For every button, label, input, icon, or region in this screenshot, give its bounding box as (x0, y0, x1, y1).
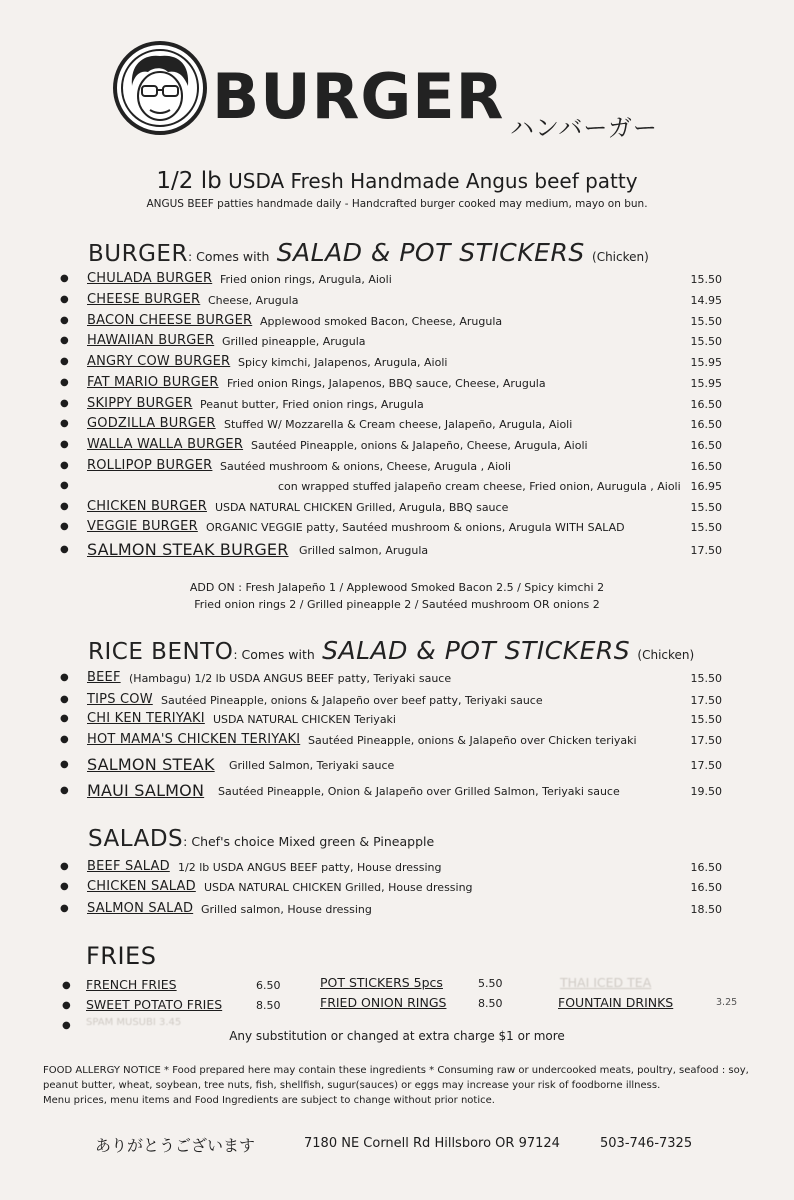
menu-item-name: TIPS COW (87, 692, 153, 707)
menu-item-description: Sautéed Pineapple, onions & Jalapeño over Chicken teriyaki (308, 734, 637, 747)
menu-item-row (60, 480, 722, 500)
menu-item-price: 15.95 (690, 356, 722, 369)
menu-item-price: 16.50 (690, 418, 722, 431)
menu-item-description: Grilled salmon, Arugula (299, 544, 429, 557)
menu-item-price: 15.50 (690, 501, 722, 514)
bullet-icon: ● (60, 759, 69, 770)
bullet-icon: ● (60, 335, 69, 346)
menu-item-price: 15.50 (690, 521, 722, 534)
faded-menu-item: SPAM MUSUBI 3.45 (86, 1017, 182, 1028)
bullet-icon: ● (60, 672, 69, 683)
menu-item-name: BEEF (87, 670, 121, 685)
menu-item-description: ORGANIC VEGGIE patty, Sautéed mushroom & onions, Arugula WITH SALAD (206, 521, 625, 534)
menu-item-description: Sautéed Pineapple, Onion & Jalapeño over Grilled Salmon, Teriyaki sauce (218, 785, 620, 798)
menu-item-price: 16.50 (690, 861, 722, 874)
menu-item-row (60, 335, 722, 355)
menu-item-description: Applewood smoked Bacon, Cheese, Arugula (260, 315, 503, 328)
menu-item-row (60, 315, 722, 335)
address: 7180 NE Cornell Rd Hillsboro OR 97124 (304, 1136, 560, 1151)
menu-item-row (60, 273, 722, 293)
menu-item-price: 17.50 (690, 759, 722, 772)
thank-you-japanese: ありがとうございます (95, 1136, 256, 1155)
menu-item-name: SALMON SALAD (87, 901, 194, 916)
fries-item-price: 6.50 (256, 979, 281, 992)
menu-item-description: Grilled salmon, House dressing (201, 903, 372, 916)
menu-item-description: Peanut butter, Fried onion rings, Arugula (200, 398, 424, 411)
menu-item-name: FAT MARIO BURGER (87, 375, 219, 390)
page-title: BURGER (212, 60, 505, 133)
menu-item-row (60, 540, 722, 564)
menu-item-description: USDA NATURAL CHICKEN Grilled, House dressing (204, 881, 473, 894)
fries-item-price: 8.50 (256, 999, 281, 1012)
addon-line-1: ADD ON : Fresh Jalapeño 1 / Applewood Smoked Bacon 2.5 / Spicy kimchi 2 (189, 581, 605, 594)
menu-item-name: WALLA WALLA BURGER (87, 437, 244, 452)
bento-section-heading: RICE BENTO: Comes with SALAD & POT STICKERS (Chicken) (88, 636, 695, 665)
allergy-line: FOOD ALLERGY NOTICE * Food prepared here may contain these ingredients * Consuming raw or undercooked meats, poultry, seafood : soy, (43, 1065, 749, 1076)
bullet-icon: ● (60, 460, 69, 471)
menu-item-price: 17.50 (690, 544, 722, 557)
bullet-icon: ● (60, 356, 69, 367)
bullet-icon: ● (60, 294, 69, 305)
menu-item-price: 18.50 (690, 903, 722, 916)
menu-item-description: Fried onion Rings, Jalapenos, BBQ sauce, Cheese, Arugula (227, 377, 546, 390)
menu-item-price: 15.50 (690, 315, 722, 328)
menu-item-row (60, 881, 722, 901)
menu-item-price: 16.50 (690, 398, 722, 411)
tagline: ANGUS BEEF patties handmade daily - Handcrafted burger cooked may medium, mayo on bun. (146, 198, 648, 210)
bullet-icon: ● (60, 501, 69, 512)
bullet-icon: ● (60, 521, 69, 532)
bullet-icon: ● (60, 903, 69, 914)
fries-item-name: FRENCH FRIES (86, 977, 177, 992)
menu-item-description: Grilled Salmon, Teriyaki sauce (229, 759, 395, 772)
patty-headline: 1/2 lb USDA Fresh Handmade Angus beef patty (156, 168, 638, 194)
menu-item-description: Spicy kimchi, Jalapenos, Arugula, Aioli (238, 356, 448, 369)
menu-item-price: 15.50 (690, 713, 722, 726)
bullet-icon: ● (60, 881, 69, 892)
menu-item-row (60, 356, 722, 376)
menu-item-row (60, 294, 722, 314)
menu-item-name: CHULADA BURGER (87, 271, 213, 286)
menu-item-row (60, 861, 722, 881)
bullet-icon: ● (60, 480, 69, 491)
bullet-icon: ● (60, 418, 69, 429)
menu-item-name: SALMON STEAK BURGER (87, 540, 289, 559)
menu-item-description: Sautéed Pineapple, onions & Jalapeño over beef patty, Teriyaki sauce (161, 694, 543, 707)
menu-item-description: Cheese, Arugula (208, 294, 299, 307)
menu-item-name: CHICKEN SALAD (87, 879, 196, 894)
menu-item-price: 15.50 (690, 335, 722, 348)
bullet-icon: ● (60, 734, 69, 745)
fries-section-heading: FRIES (86, 942, 157, 970)
menu-item-description: con wrapped stuffed jalapeño cream cheese, Fried onion, Aurugula , Aioli (278, 480, 681, 493)
menu-item-price: 17.50 (690, 734, 722, 747)
menu-item-name: CHICKEN BURGER (87, 499, 207, 514)
menu-item-name: HOT MAMA'S CHICKEN TERIYAKI (87, 732, 301, 747)
menu-item-price: 16.50 (690, 460, 722, 473)
bullet-icon: ● (60, 273, 69, 284)
allergy-line: Menu prices, menu items and Food Ingredients are subject to change without prior notice. (43, 1095, 495, 1106)
menu-item-row (60, 398, 722, 418)
menu-item-description: Fried onion rings, Arugula, Aioli (220, 273, 392, 286)
phone-number: 503-746-7325 (600, 1136, 693, 1151)
menu-item-row (60, 460, 722, 480)
bullet-icon: ● (60, 694, 69, 705)
menu-item-price: 16.50 (690, 881, 722, 894)
bullet-icon: ● (62, 1020, 71, 1031)
fries-item-name: POT STICKERS 5pcs (320, 975, 443, 990)
addon-line-2: Fried onion rings 2 / Grilled pineapple 2 / Sautéed mushroom OR onions 2 (194, 598, 600, 611)
menu-item-name: BACON CHEESE BURGER (87, 313, 253, 328)
page-title-japanese: ハンバーガー (510, 114, 658, 142)
menu-item-description: Sautéed Pineapple, onions & Jalapeño, Cheese, Arugula, Aioli (251, 439, 588, 452)
menu-item-name: ROLLIPOP BURGER (87, 458, 213, 473)
menu-item-price: 17.50 (690, 694, 722, 707)
menu-item-description: 1/2 lb USDA ANGUS BEEF patty, House dressing (178, 861, 442, 874)
menu-item-row (60, 734, 722, 754)
menu-item-description: Grilled pineapple, Arugula (222, 335, 366, 348)
fries-item-name: FOUNTAIN DRINKS (558, 995, 674, 1010)
menu-item-description: Sautéed mushroom & onions, Cheese, Arugula , Aioli (220, 460, 511, 473)
bullet-icon: ● (60, 713, 69, 724)
menu-item-price: 16.95 (690, 480, 722, 493)
bullet-icon: ● (60, 861, 69, 872)
menu-item-name: MAUI SALMON (87, 781, 205, 800)
fries-item-name: FRIED ONION RINGS (320, 995, 447, 1010)
menu-item-price: 19.50 (690, 785, 722, 798)
bullet-icon: ● (62, 1000, 71, 1011)
allergy-notice (43, 1063, 763, 1108)
menu-item-price: 14.95 (690, 294, 722, 307)
substitution-notice: Any substitution or changed at extra charge $1 or more (229, 1029, 565, 1043)
faded-menu-item: THAI ICED TEA (560, 975, 652, 990)
menu-item-name: GODZILLA BURGER (87, 416, 216, 431)
fries-item-price: 8.50 (478, 997, 503, 1010)
fries-item-price: 5.50 (478, 977, 503, 990)
fries-item-name: SWEET POTATO FRIES (86, 997, 223, 1012)
menu-item-row (60, 713, 722, 733)
menu-item-row (60, 501, 722, 521)
menu-item-name: ANGRY COW BURGER (87, 354, 231, 369)
menu-item-name: HAWAIIAN BURGER (87, 333, 215, 348)
menu-item-description: USDA NATURAL CHICKEN Teriyaki (213, 713, 396, 726)
chef-face-logo (112, 40, 208, 136)
menu-item-row (60, 903, 722, 923)
menu-item-name: SKIPPY BURGER (87, 396, 193, 411)
bullet-icon: ● (60, 315, 69, 326)
bullet-icon: ● (60, 439, 69, 450)
menu-item-row (60, 755, 722, 779)
menu-item-description: Stuffed W/ Mozzarella & Cream cheese, Jalapeño, Arugula, Aioli (224, 418, 573, 431)
menu-item-row (60, 377, 722, 397)
bullet-icon: ● (60, 785, 69, 796)
menu-item-price: 15.50 (690, 273, 722, 286)
menu-item-row (60, 418, 722, 438)
menu-item-price: 15.95 (690, 377, 722, 390)
bullet-icon: ● (62, 980, 71, 991)
menu-item-row (60, 521, 722, 541)
menu-item-price: 16.50 (690, 439, 722, 452)
bullet-icon: ● (60, 398, 69, 409)
salads-section-heading: SALADS: Chef's choice Mixed green & Pineapple (88, 826, 435, 852)
menu-item-name: BEEF SALAD (87, 859, 170, 874)
menu-item-name: SALMON STEAK (87, 755, 215, 774)
allergy-line: peanut butter, wheat, soybean, tree nuts, fish, shellfish, sugur(sauces) or eggs may increase your risk of foodborne illness. (43, 1080, 661, 1091)
menu-item-name: CHI KEN TERIYAKI (87, 711, 205, 726)
menu-item-row (60, 781, 722, 805)
fries-item-price: 3.25 (716, 997, 738, 1008)
menu-item-name: CHEESE BURGER (87, 292, 201, 307)
menu-item-description: USDA NATURAL CHICKEN Grilled, Arugula, BBQ sauce (215, 501, 509, 514)
menu-item-description: (Hambagu) 1/2 lb USDA ANGUS BEEF patty, Teriyaki sauce (129, 672, 452, 685)
menu-item-price: 15.50 (690, 672, 722, 685)
menu-item-name: VEGGIE BURGER (87, 519, 198, 534)
menu-item-row (60, 672, 722, 692)
bullet-icon: ● (60, 377, 69, 388)
menu-item-row (60, 439, 722, 459)
burger-section-heading: BURGER: Comes with SALAD & POT STICKERS (Chicken) (88, 238, 649, 267)
bullet-icon: ● (60, 544, 69, 555)
